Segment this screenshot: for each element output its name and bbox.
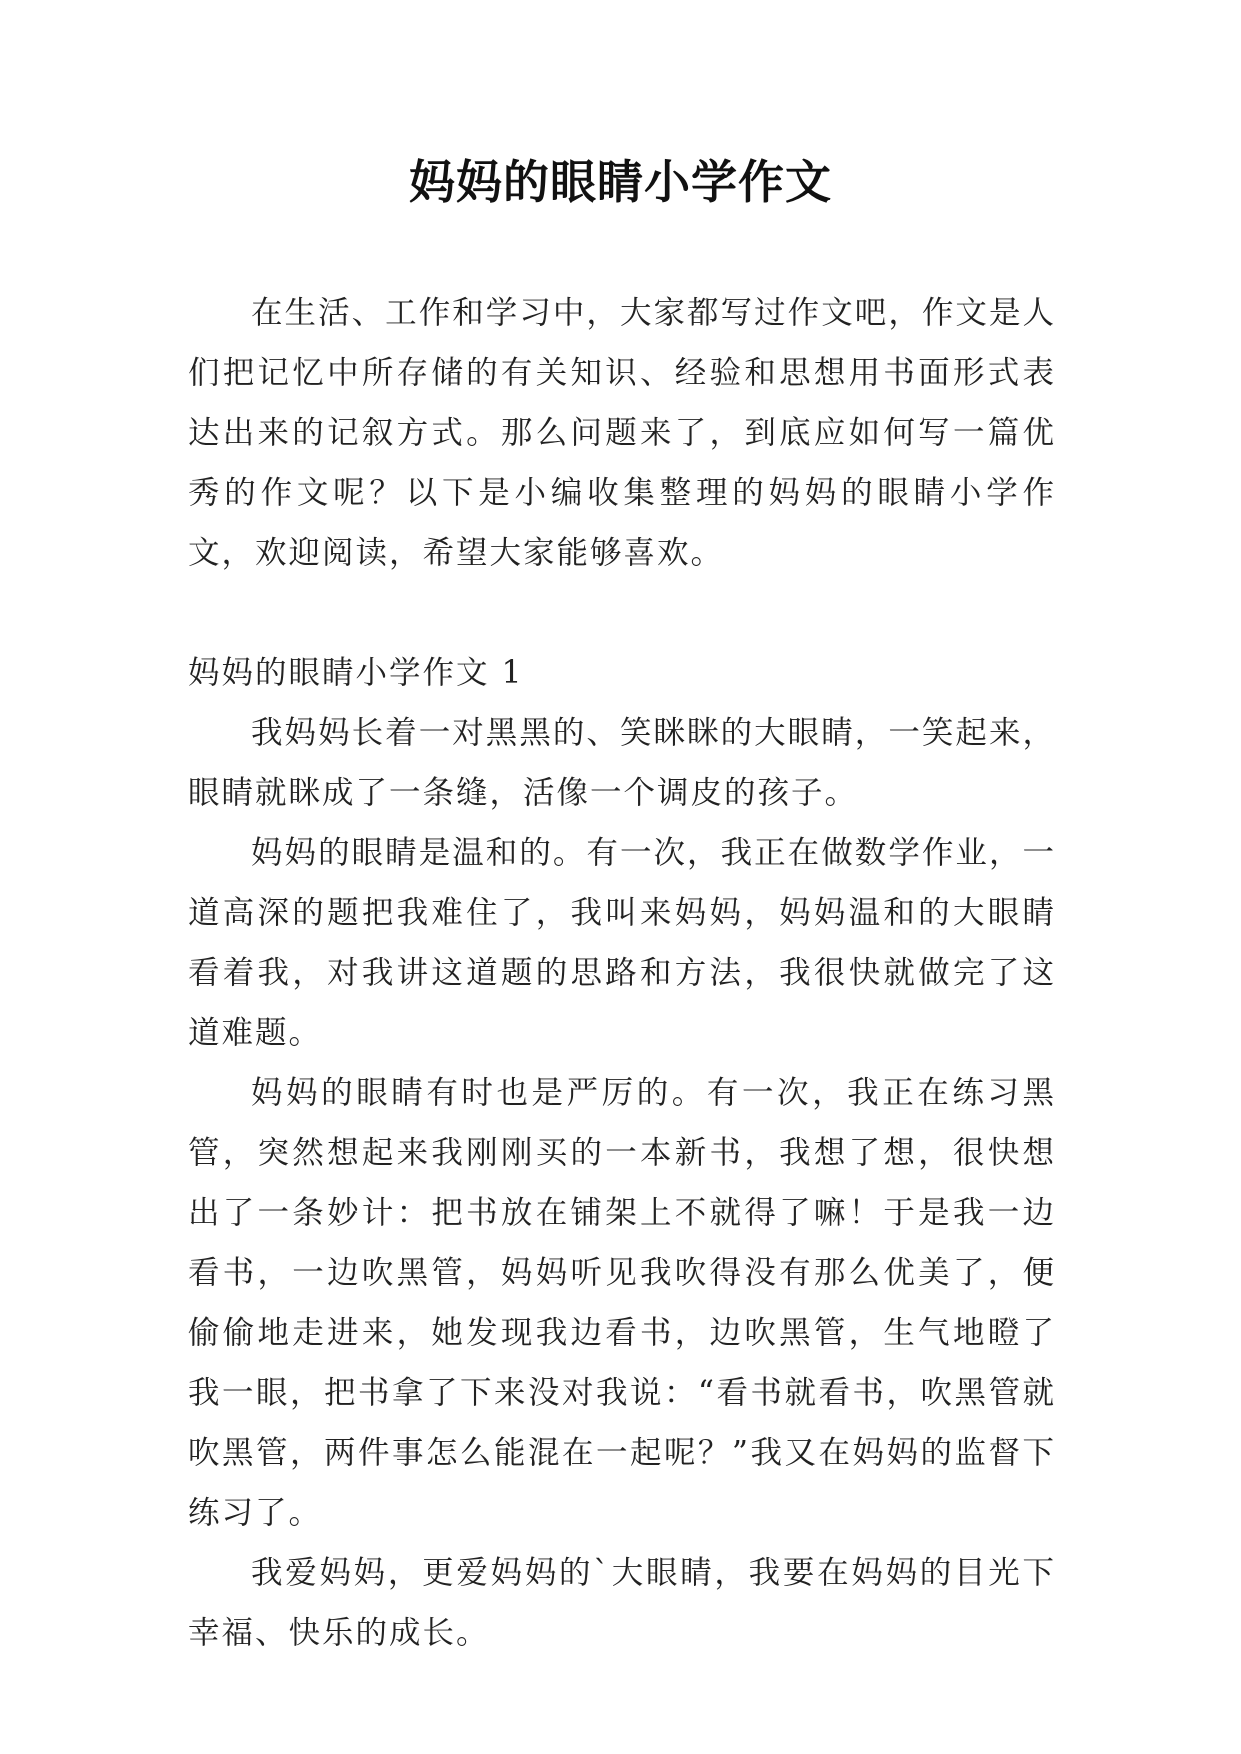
essay-paragraph-4: 我爱妈妈，更爱妈妈的`大眼睛，我要在妈妈的目光下幸福、快乐的成长。 — [188, 1555, 1056, 1651]
document-title: 妈妈的眼睛小学作文 — [409, 155, 832, 209]
document-body — [188, 283, 1056, 1663]
essay-paragraph-1: 我妈妈长着一对黑黑的、笑眯眯的大眼睛，一笑起来，眼睛就眯成了一条缝，活像一个调皮的孩子。 — [188, 715, 1056, 811]
section-heading: 妈妈的眼睛小学作文 1 — [188, 655, 524, 691]
essay-paragraph-3: 妈妈的眼睛有时也是严厉的。有一次，我正在练习黑管，突然想起来我刚刚买的一本新书，我想了想，很快想出了一条妙计：把书放在铺架上不就得了嘛！于是我一边看书，一边吹黑管，妈妈听见我吹得没有那么优美了，便偷偷地走进来，她发现我边看书，边吹黑管，生气地瞪了我一眼，把书拿了下来没对我说：“看书就看书，吹黑管就吹黑管，两件事怎么能混在一起呢？”我又在妈妈的监督下练习了。 — [188, 1075, 1056, 1531]
intro-paragraph: 在生活、工作和学习中，大家都写过作文吧，作文是人们把记忆中所存储的有关知识、经验和思想用书面形式表达出来的记叙方式。那么问题来了，到底应如何写一篇优秀的作文呢？以下是小编收集整理的妈妈的眼睛小学作文，欢迎阅读，希望大家能够喜欢。 — [188, 295, 1056, 571]
essay-paragraph-2: 妈妈的眼睛是温和的。有一次，我正在做数学作业，一道高深的题把我难住了，我叫来妈妈，妈妈温和的大眼睛看着我，对我讲这道题的思路和方法，我很快就做完了这道难题。 — [188, 835, 1056, 1051]
